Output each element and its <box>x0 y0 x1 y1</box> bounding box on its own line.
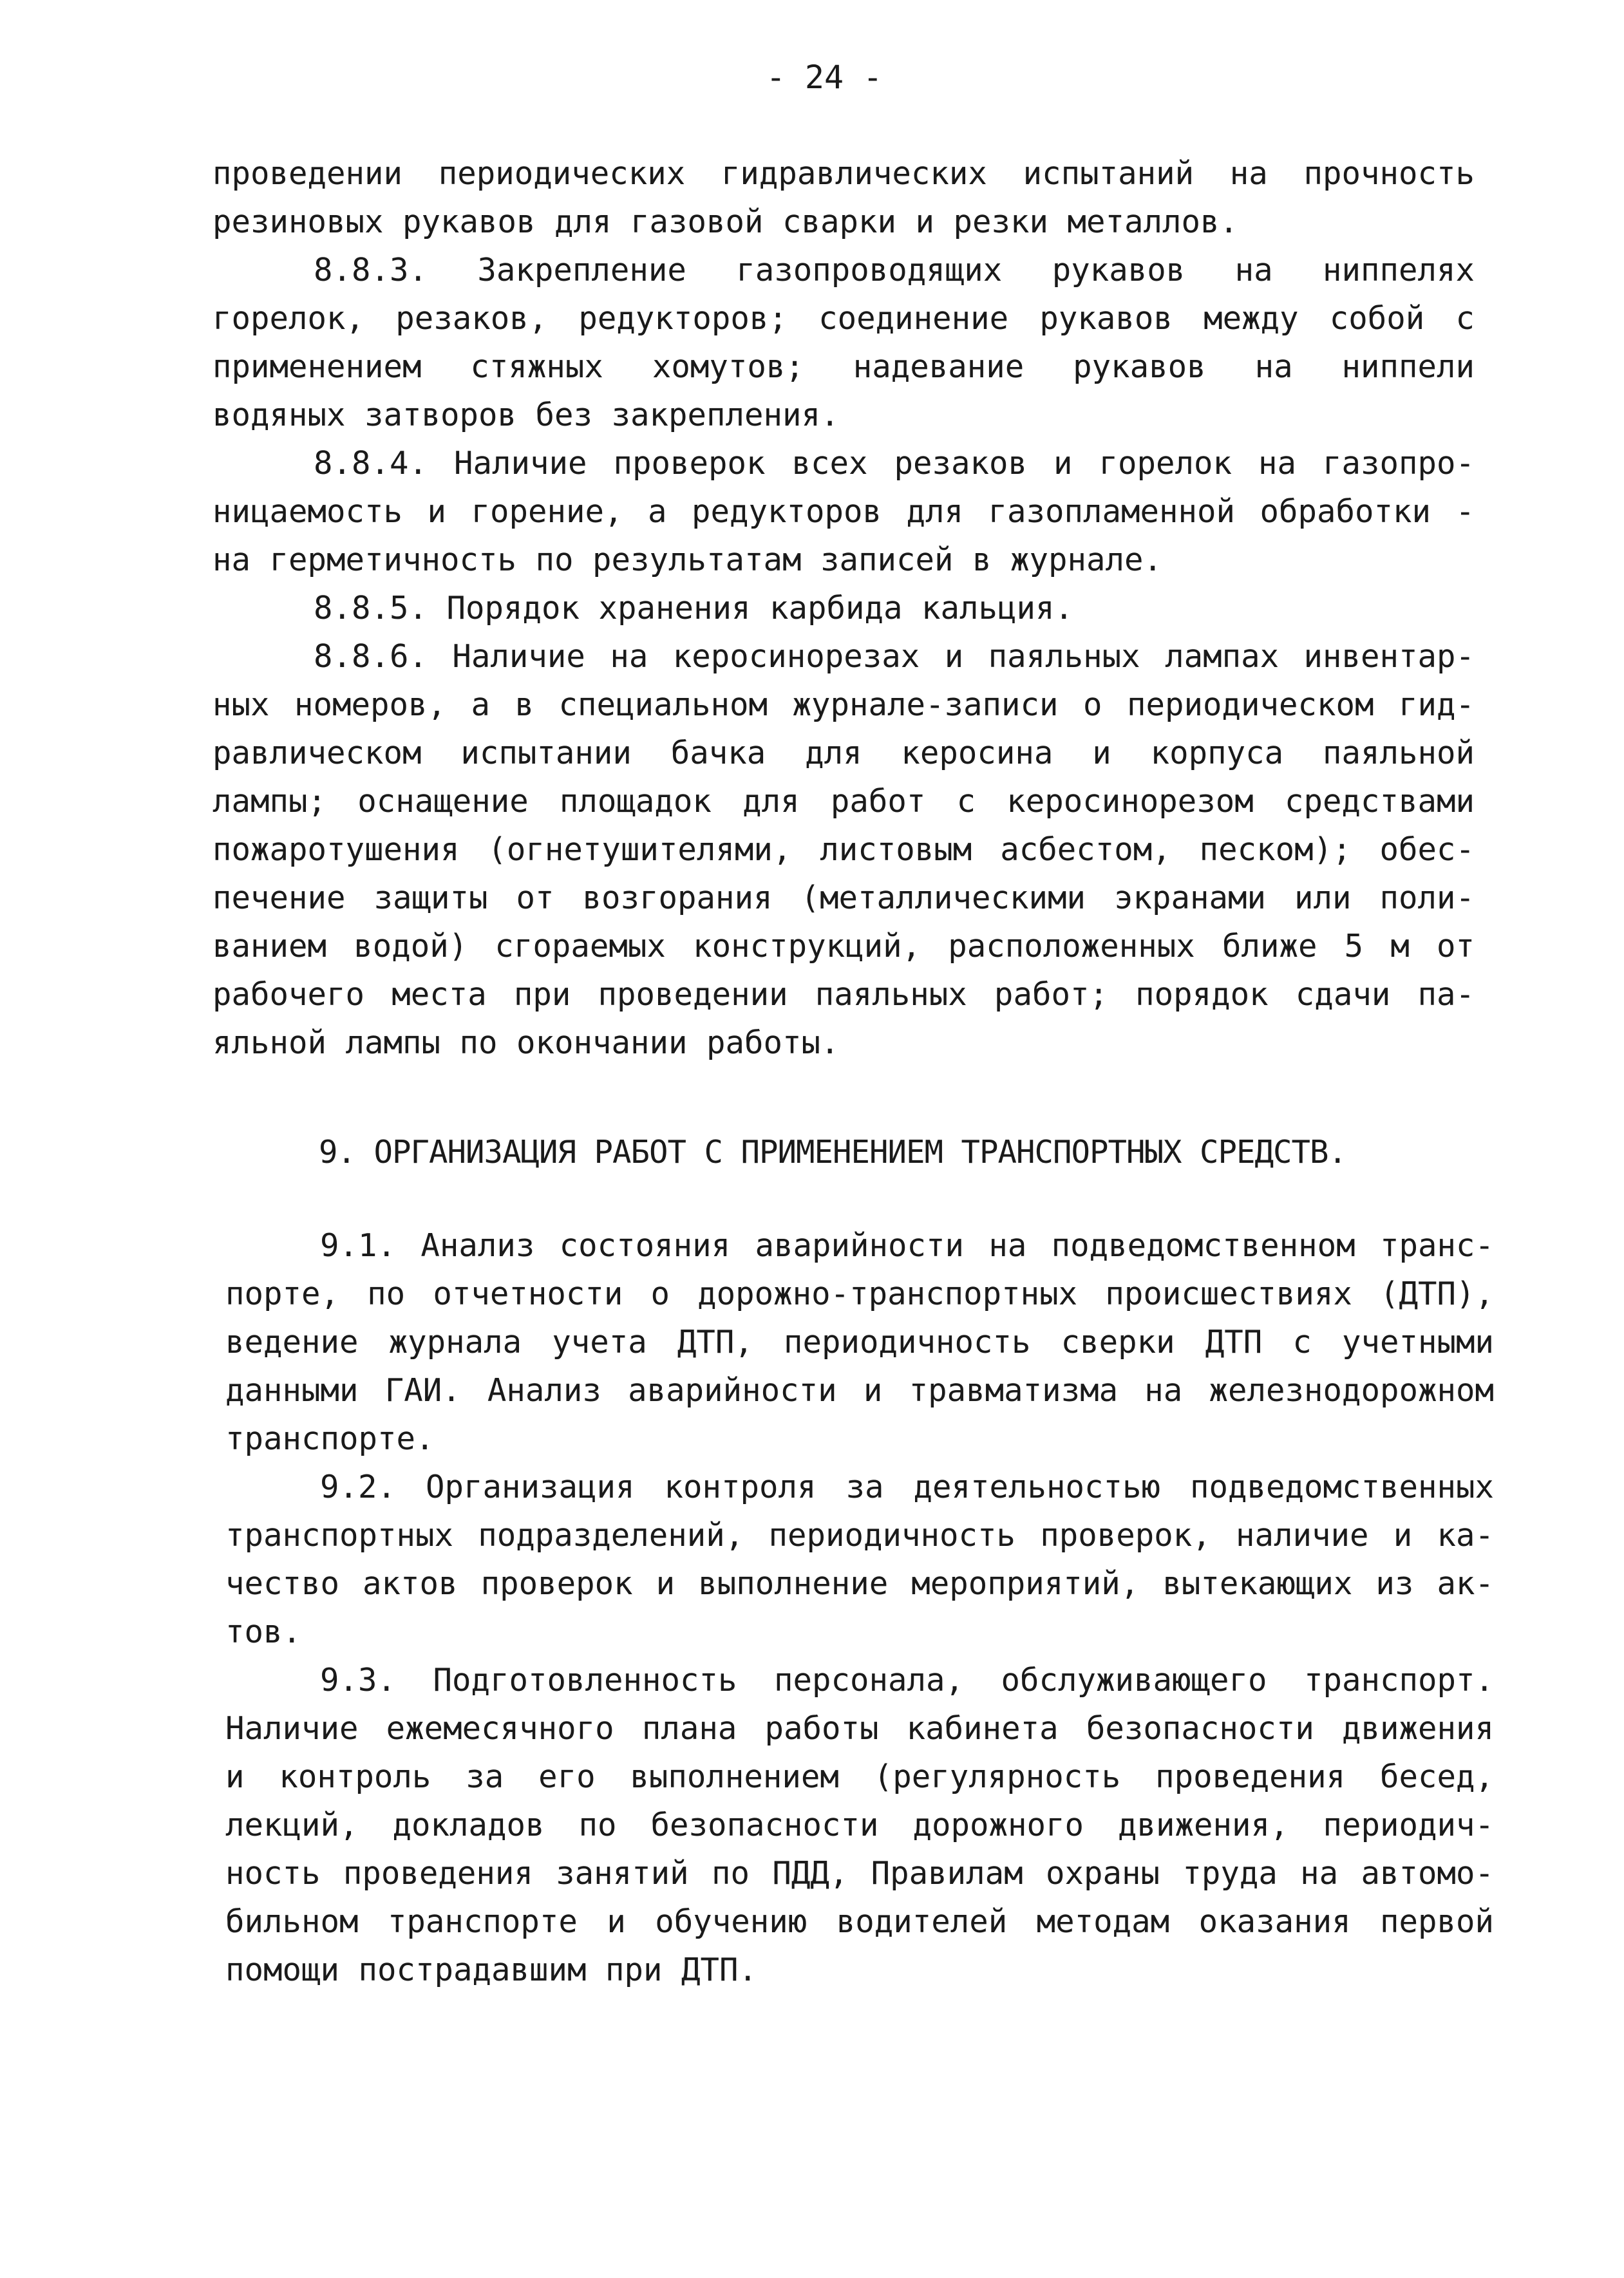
text-line: 8.8.4. Наличие проверок всех резаков и горелок на газопро- <box>314 445 1475 482</box>
text-line: равлическом испытании бачка для керосина и корпуса паяльной <box>212 735 1475 771</box>
text-line: порте, по отчетности о дорожно-транспортных происшествиях (ДТП), <box>225 1275 1494 1312</box>
text-line: 9.3. Подготовленность персонала, обслуживающего транспорт. <box>320 1662 1494 1699</box>
text-line: тов. <box>225 1614 302 1650</box>
text-line: лекций, докладов по безопасности дорожного движения, периодич- <box>225 1807 1494 1843</box>
text-line: ведение журнала учета ДТП, периодичность сверки ДТП с учетными <box>225 1324 1494 1360</box>
text-line: водяных затворов без закрепления. <box>212 397 840 433</box>
text-line: 9.1. Анализ состояния аварийности на подведомственном транс- <box>320 1227 1494 1264</box>
section-heading: 9. ОРГАНИЗАЦИЯ РАБОТ С ПРИМЕНЕНИЕМ ТРАНСПОРТНЫХ СРЕДСТВ. <box>319 1134 1347 1171</box>
text-line: чество актов проверок и выполнение мероприятий, вытекающих из ак- <box>225 1565 1494 1602</box>
text-line: 8.8.5. Порядок хранения карбида кальция. <box>314 590 1074 626</box>
text-line: помощи пострадавшим при ДТП. <box>225 1952 758 1988</box>
text-line: ных номеров, а в специальном журнале-записи о периодическом гид- <box>212 686 1475 723</box>
text-line: применением стяжных хомутов; надевание рукавов на ниппели <box>212 348 1475 385</box>
text-line: лампы; оснащение площадок для работ с керосинорезом средствами <box>212 783 1475 820</box>
text-line: яльной лампы по окончании работы. <box>212 1024 840 1061</box>
text-line: резиновых рукавов для газовой сварки и резки металлов. <box>212 203 1239 240</box>
text-line: горелок, резаков, редукторов; соединение рукавов между собой с <box>212 300 1475 337</box>
text-line: данными ГАИ. Анализ аварийности и травматизма на железнодорожном <box>225 1372 1494 1409</box>
text-line: и контроль за его выполнением (регулярность проведения бесед, <box>225 1758 1494 1795</box>
text-line: на герметичность по результатам записей в журнале. <box>212 541 1163 578</box>
text-line: ницаемость и горение, а редукторов для газопламенной обработки - <box>212 493 1475 530</box>
text-line: ванием водой) сгораемых конструкций, расположенных ближе 5 м от <box>212 928 1475 965</box>
text-line: бильном транспорте и обучению водителей методам оказания первой <box>225 1903 1494 1940</box>
text-line: пожаротушения (огнетушителями, листовым асбестом, песком); обес- <box>212 831 1475 868</box>
text-line: 9.2. Организация контроля за деятельностью подведомственных <box>320 1469 1494 1505</box>
page-number: - 24 - <box>766 59 883 96</box>
text-line: 8.8.3. Закрепление газопроводящих рукавов на ниппелях <box>314 252 1475 288</box>
text-line: Наличие ежемесячного плана работы кабинета безопасности движения <box>225 1710 1494 1747</box>
text-line: печение защиты от возгорания (металлическими экранами или поли- <box>212 880 1475 916</box>
text-line: проведении периодических гидравлических испытаний на прочность <box>212 155 1475 192</box>
text-line: 8.8.6. Наличие на керосинорезах и паяльных лампах инвентар- <box>314 638 1475 675</box>
text-line: рабочего места при проведении паяльных работ; порядок сдачи па- <box>212 976 1475 1013</box>
text-line: транспортных подразделений, периодичность проверок, наличие и ка- <box>225 1517 1494 1554</box>
text-line: ность проведения занятий по ПДД, Правилам охраны труда на автомо- <box>225 1855 1494 1892</box>
text-line: транспорте. <box>225 1420 435 1457</box>
